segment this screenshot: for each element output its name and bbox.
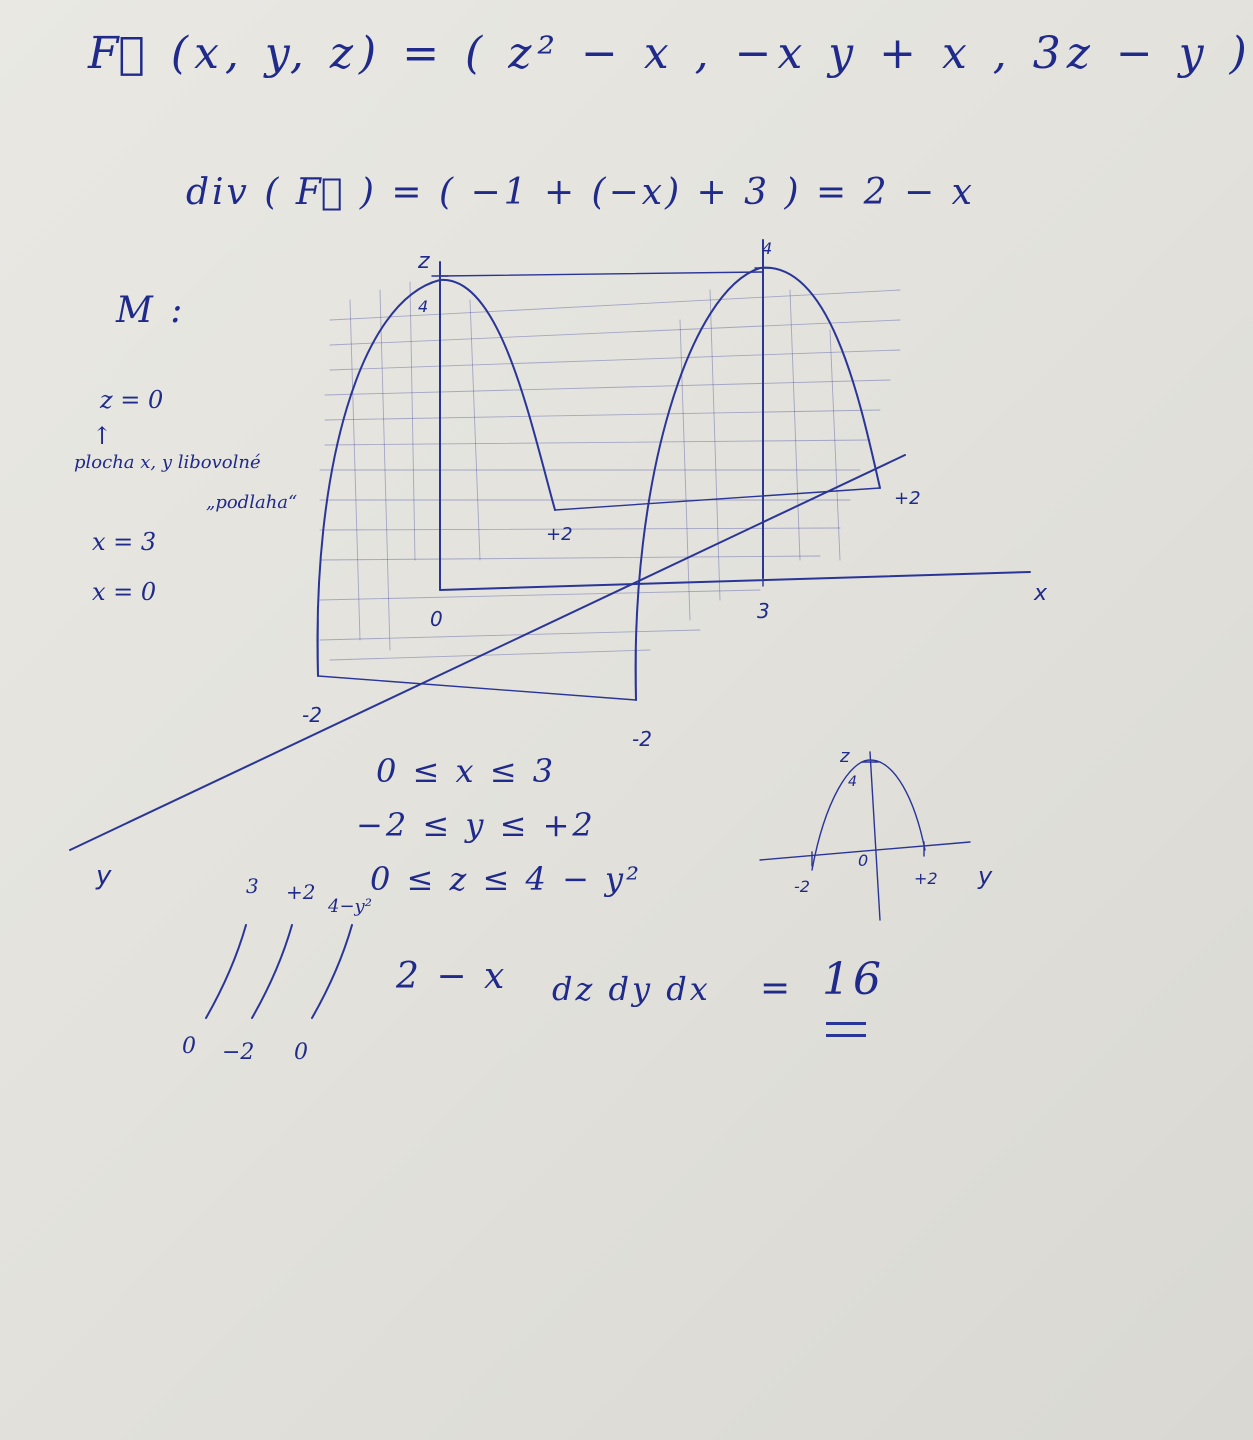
z-axis-2d-line xyxy=(870,752,880,920)
x-axis-line xyxy=(440,572,1030,590)
condition-plane-note: plocha x, y libovolné xyxy=(74,452,261,473)
condition-x3: x = 3 xyxy=(92,528,157,556)
upper-limit-y: +2 xyxy=(286,880,316,904)
neg-2d-label: -2 xyxy=(794,877,810,896)
lower-limit-y: −2 xyxy=(222,1040,255,1065)
integral-x-icon xyxy=(206,925,246,1018)
condition-x0: x = 0 xyxy=(92,578,157,606)
bound-y: −2 ≤ y ≤ +2 xyxy=(356,806,596,844)
result-value: 16 xyxy=(822,954,884,1005)
integrand: 2 − x xyxy=(396,956,508,997)
x-axis-label: x xyxy=(1034,581,1048,606)
equals-sign: = xyxy=(760,968,794,1009)
z-mark-2d-label: 4 xyxy=(848,774,857,790)
differentials: dz dy dx xyxy=(552,970,711,1008)
y-mark-pos-right-label: +2 xyxy=(894,488,921,509)
z-mark-left-label: 4 xyxy=(418,297,429,316)
lower-limit-z: 0 xyxy=(294,1040,308,1065)
y-axis-label: y xyxy=(96,861,112,891)
y-mark-neg-left-label: -2 xyxy=(302,703,322,727)
top-edge-line xyxy=(440,272,762,276)
divergence-equation: div ( F⃗ ) = ( −1 + (−x) + 3 ) = 2 − x xyxy=(186,172,975,213)
condition-z0: z = 0 xyxy=(100,386,164,414)
y-mark-pos-left-label: +2 xyxy=(546,524,573,545)
origin-2d-label: 0 xyxy=(858,851,869,870)
result-underline-1 xyxy=(826,1022,866,1025)
integral-z-icon xyxy=(312,925,352,1018)
z-axis-2d-label: z xyxy=(840,746,850,767)
bound-x: 0 ≤ x ≤ 3 xyxy=(376,752,557,790)
integral-y-icon xyxy=(252,925,292,1018)
upper-limit-x: 3 xyxy=(246,874,259,898)
z-axis-label: z xyxy=(418,249,430,274)
y-mark-neg-right-label: -2 xyxy=(632,727,652,751)
bound-z: 0 ≤ z ≤ 4 − y² xyxy=(370,860,642,898)
vector-field-equation: F⃗ (x, y, z) = ( z² − x , −x y + x , 3z − y ) xyxy=(88,28,1253,79)
condition-floor-note: „podlaha“ xyxy=(206,492,298,513)
lower-limit-x: 0 xyxy=(182,1034,196,1059)
y-axis-2d-label: y xyxy=(978,862,993,890)
back-base-edge xyxy=(555,488,880,510)
x-mark-label: 3 xyxy=(757,599,770,623)
result-underline-2 xyxy=(826,1034,866,1037)
front-base-edge xyxy=(318,676,636,700)
region-label: M : xyxy=(116,290,186,331)
arrow-up-icon: ↑ xyxy=(92,422,113,450)
surface-hatching xyxy=(320,282,900,660)
pos-2d-label: +2 xyxy=(914,869,938,888)
z-mark-right-label: 4 xyxy=(762,239,773,258)
y-axis-line xyxy=(70,455,905,850)
upper-limit-z: 4−y² xyxy=(328,896,372,917)
origin-label: 0 xyxy=(430,607,443,631)
